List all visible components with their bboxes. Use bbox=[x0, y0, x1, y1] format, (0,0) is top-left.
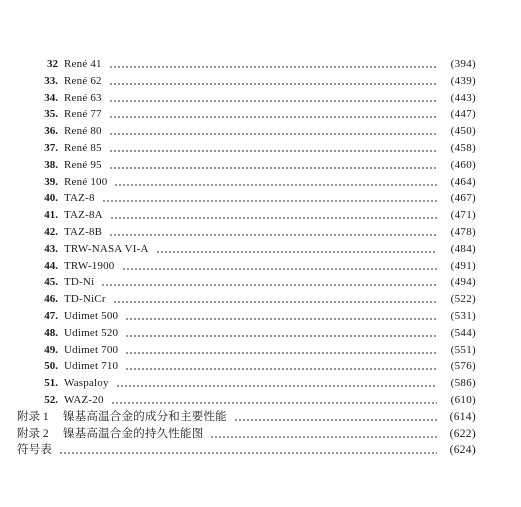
dot-leader bbox=[109, 56, 437, 72]
entry-page: (478) bbox=[450, 226, 476, 238]
entry-page: (551) bbox=[450, 343, 476, 356]
entry-title: René 95 bbox=[64, 158, 102, 171]
entry-number: 32 bbox=[47, 58, 58, 70]
entry-title: TAZ-8A bbox=[64, 209, 103, 222]
toc-entry bbox=[36, 56, 476, 72]
toc-entry bbox=[36, 308, 476, 324]
dot-leader bbox=[113, 291, 437, 307]
appendix-title: 镍基高温合金的成分和主要性能 bbox=[63, 410, 227, 423]
toc-entry bbox=[36, 140, 476, 156]
entry-number: 40. bbox=[44, 192, 58, 205]
dot-leader bbox=[111, 392, 437, 408]
entry-title: Udimet 500 bbox=[64, 310, 119, 322]
dot-leader bbox=[109, 73, 437, 89]
entry-number: 35. bbox=[44, 108, 58, 121]
entry-title: René 63 bbox=[64, 91, 102, 104]
entry-title: TRW-1900 bbox=[64, 259, 115, 272]
entry-number: 43. bbox=[44, 242, 58, 255]
appendix-label: 附录 2 bbox=[17, 427, 49, 440]
toc-appendix-entry bbox=[17, 442, 476, 458]
dot-leader bbox=[109, 157, 437, 173]
toc-entry bbox=[36, 190, 476, 206]
toc-entry bbox=[36, 73, 476, 89]
toc-entry bbox=[36, 224, 476, 240]
dot-leader bbox=[109, 224, 437, 240]
entry-page: (491) bbox=[450, 259, 476, 272]
entry-title: René 100 bbox=[64, 175, 108, 188]
toc-entry bbox=[36, 274, 476, 290]
entry-number: 51. bbox=[44, 377, 58, 390]
entry-page: (447) bbox=[450, 108, 476, 121]
dot-leader bbox=[122, 258, 438, 274]
entry-page: (494) bbox=[450, 276, 476, 289]
toc-entry bbox=[36, 90, 476, 106]
entry-title: TAZ-8 bbox=[64, 192, 95, 205]
entry-title: TAZ-8B bbox=[64, 226, 103, 238]
dot-leader bbox=[101, 274, 437, 290]
appendix-label: 附录 1 bbox=[17, 410, 49, 423]
dot-leader bbox=[210, 426, 437, 442]
entry-number: 46. bbox=[44, 293, 58, 306]
appendix-page: (624) bbox=[449, 444, 476, 457]
entry-title: René 85 bbox=[64, 142, 102, 154]
appendix-title: 镍基高温合金的持久性能图 bbox=[63, 427, 204, 440]
entry-number: 33. bbox=[44, 74, 58, 87]
entry-title: Udimet 710 bbox=[64, 360, 119, 373]
dot-leader bbox=[156, 241, 437, 257]
appendix-page: (622) bbox=[449, 427, 476, 440]
toc-entry bbox=[36, 342, 476, 358]
entry-number: 38. bbox=[44, 158, 58, 171]
toc-entry bbox=[36, 106, 476, 122]
entry-page: (460) bbox=[450, 158, 476, 171]
entry-number: 49. bbox=[44, 343, 58, 356]
entry-page: (450) bbox=[450, 125, 476, 138]
entry-title: René 80 bbox=[64, 125, 102, 138]
entry-number: 47. bbox=[44, 310, 58, 322]
toc-entry bbox=[36, 258, 476, 274]
dot-leader bbox=[109, 106, 437, 122]
entry-page: (544) bbox=[450, 326, 476, 339]
appendix-page: (614) bbox=[449, 410, 476, 423]
entry-number: 52. bbox=[44, 394, 58, 406]
entry-title: Waspaloy bbox=[64, 377, 109, 390]
entry-number: 34. bbox=[44, 91, 58, 104]
entry-number: 41. bbox=[44, 209, 58, 222]
entry-number: 50. bbox=[44, 360, 58, 373]
entry-title: René 41 bbox=[64, 58, 102, 70]
toc-entry bbox=[36, 325, 476, 341]
entry-page: (467) bbox=[450, 192, 476, 205]
appendix-title: 符号表 bbox=[17, 444, 53, 457]
entry-page: (576) bbox=[450, 360, 476, 373]
entry-page: (531) bbox=[450, 310, 476, 322]
entry-page: (394) bbox=[450, 58, 476, 70]
entry-number: 39. bbox=[44, 175, 58, 188]
entry-title: TRW-NASA VI-A bbox=[64, 242, 149, 255]
toc-entry bbox=[36, 207, 476, 223]
entry-title: René 77 bbox=[64, 108, 102, 121]
entry-page: (439) bbox=[450, 74, 476, 87]
entry-number: 45. bbox=[44, 276, 58, 289]
entry-number: 42. bbox=[44, 226, 58, 238]
entry-page: (610) bbox=[450, 394, 476, 406]
dot-leader bbox=[102, 190, 437, 206]
entry-title: TD-NiCr bbox=[64, 293, 106, 306]
entry-page: (464) bbox=[450, 175, 476, 188]
dot-leader bbox=[59, 442, 437, 458]
dot-leader bbox=[125, 342, 437, 358]
toc-entry bbox=[36, 174, 476, 190]
toc-appendix-entry bbox=[17, 426, 476, 442]
entry-number: 37. bbox=[44, 142, 58, 154]
toc-entry bbox=[36, 291, 476, 307]
entry-number: 36. bbox=[44, 125, 58, 138]
toc-entry bbox=[36, 375, 476, 391]
dot-leader bbox=[116, 375, 437, 391]
toc-appendix-entry bbox=[17, 409, 476, 425]
entry-title: René 62 bbox=[64, 74, 102, 87]
entry-number: 48. bbox=[44, 326, 58, 339]
entry-page: (586) bbox=[450, 377, 476, 390]
dot-leader bbox=[109, 140, 437, 156]
entry-title: Udimet 700 bbox=[64, 343, 119, 356]
dot-leader bbox=[125, 325, 437, 341]
entry-page: (484) bbox=[450, 242, 476, 255]
entry-title: WAZ-20 bbox=[64, 394, 104, 406]
entry-number: 44. bbox=[44, 259, 58, 272]
dot-leader bbox=[110, 207, 437, 223]
entry-page: (522) bbox=[450, 293, 476, 306]
toc-entry bbox=[36, 358, 476, 374]
entry-page: (443) bbox=[450, 91, 476, 104]
dot-leader bbox=[109, 123, 437, 139]
toc-entry bbox=[36, 241, 476, 257]
dot-leader bbox=[125, 358, 437, 374]
dot-leader bbox=[234, 409, 437, 425]
entry-page: (471) bbox=[450, 209, 476, 222]
toc-entry bbox=[36, 392, 476, 408]
entry-page: (458) bbox=[450, 142, 476, 154]
entry-title: TD-Ni bbox=[64, 276, 95, 289]
dot-leader bbox=[125, 308, 437, 324]
toc-entry bbox=[36, 157, 476, 173]
toc-entry bbox=[36, 123, 476, 139]
dot-leader bbox=[109, 90, 437, 106]
dot-leader bbox=[114, 174, 437, 190]
entry-title: Udimet 520 bbox=[64, 326, 119, 339]
